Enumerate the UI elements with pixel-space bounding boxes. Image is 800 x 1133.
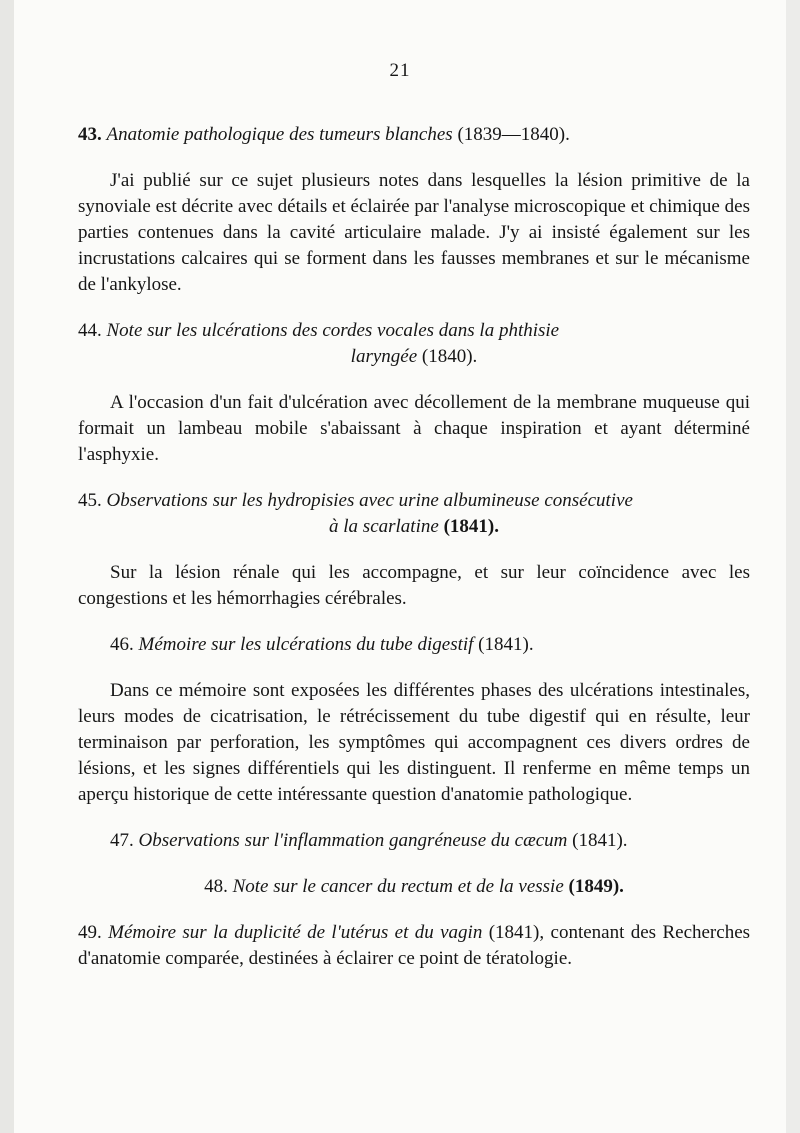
- entry-title: Note sur le cancer du rectum et de la vessie: [232, 876, 564, 897]
- entry-44-heading: [78, 318, 750, 370]
- entry-45-body: Sur la lésion rénale qui les accompagne, et sur leur coïncidence avec les congestions et les hémorrhagies cérébrales.: [78, 562, 750, 609]
- entry-title: Mémoire sur la duplicité de l'utérus et du vagin: [108, 922, 483, 943]
- entry-number: 46.: [110, 634, 134, 655]
- entry-number: 45.: [78, 490, 102, 511]
- entry-title: Observations sur l'inflammation gangréneuse du cæcum: [138, 830, 568, 851]
- entry-number: 48.: [204, 876, 228, 897]
- entry-date: (1840).: [421, 346, 478, 367]
- entry-46-body: Dans ce mémoire sont exposées les différentes phases des ulcérations intestinales, leurs modes de cicatrisation, le rétrécissement du tube digestif qui en résulte, leur terminaison par perforation, les symptômes qui accompagnent ces divers ordres de lésions, et les signes différentiels qui les distinguent. Il renferme en même temps un aperçu historique de cette intéressante question d'anatomie pathologique.: [78, 680, 750, 805]
- page-number: 21: [389, 60, 411, 81]
- entry-title-continued: à la scarlatine: [329, 516, 439, 537]
- entry-number: 49.: [78, 922, 102, 943]
- entry-number: 43.: [78, 124, 102, 145]
- page-content: [78, 122, 750, 972]
- entry-49-body: contenant des Recherches d'anatomie comparée, destinées à éclairer ce point de tératologie.: [78, 922, 751, 969]
- entry-number: 47.: [110, 830, 134, 851]
- entry-title: Mémoire sur les ulcérations du tube digestif: [138, 634, 474, 655]
- entry-title: Observations sur les hydropisies avec urine albumineuse consécutive: [106, 490, 633, 511]
- entry-48-heading: [78, 874, 750, 900]
- entry-title-continued: laryngée: [350, 346, 418, 367]
- entry-47-heading: [78, 828, 750, 854]
- entry-46-heading: [78, 632, 750, 658]
- entry-49-heading: [78, 920, 750, 972]
- entry-date: (1841).: [572, 830, 628, 851]
- entry-number: 44.: [78, 320, 102, 341]
- entry-45-heading: [78, 488, 750, 540]
- entry-43-body: J'ai publié sur ce sujet plusieurs notes dans lesquelles la lésion primitive de la synoviale est décrite avec détails et éclairée par l'analyse microscopique et chimique des parties contenues dans la cavité articulaire malade. J'y ai insisté également sur les incrustations calcaires qui se forment dans les fausses membranes et sur le mécanisme de l'ankylose.: [78, 170, 750, 295]
- entry-title: Anatomie pathologique des tumeurs blanches: [106, 124, 453, 145]
- page-edge-left: [0, 0, 14, 1133]
- entry-date: (1849).: [568, 876, 624, 897]
- entry-title: Note sur les ulcérations des cordes vocales dans la phthisie: [106, 320, 560, 341]
- entry-43-heading: [78, 122, 750, 148]
- entry-44-body: A l'occasion d'un fait d'ulcération avec décollement de la membrane muqueuse qui formait un lambeau mobile s'abaissant à chaque inspiration et ayant déterminé l'asphyxie.: [78, 392, 750, 465]
- page-edge-right: [786, 0, 800, 1133]
- entry-date: (1841).: [443, 516, 499, 537]
- entry-date: (1841).: [478, 634, 534, 655]
- entry-date: (1841),: [488, 922, 545, 943]
- entry-date: (1839—1840).: [457, 124, 570, 145]
